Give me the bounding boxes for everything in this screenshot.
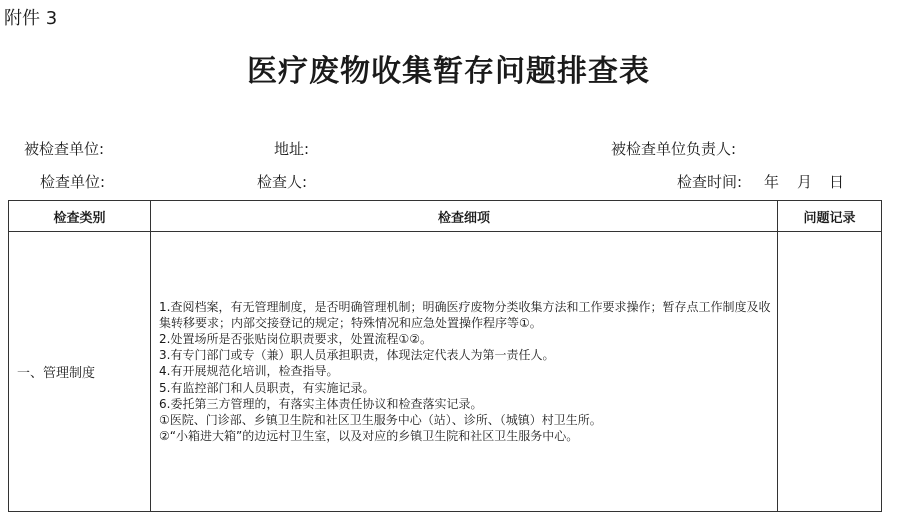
detail-line-2: 2.处置场所是否张贴岗位职责要求，处置流程①②。 (159, 331, 432, 346)
inspector-label: 检查人: (257, 173, 308, 191)
detail-note-1: ①医院、门诊部、乡镇卫生院和社区卫生服务中心（站）、诊所、（城镇）村卫生所。 (159, 413, 602, 427)
inspection-table (8, 200, 882, 512)
detail-line-1: 1.查阅档案，有无管理制度，是否明确管理机制；明确医疗废物分类收集方法和工作要求操作；暂存点工作制度及收集转移要求；内部交接登记的规定；特殊情况和应急处置操作程序等①。 (159, 299, 771, 330)
attachment-label: 附件 3 (4, 8, 58, 29)
day-label: 日 (829, 173, 845, 191)
detail-line-5: 5.有监控部门和人员职责，有实施记录。 (159, 380, 375, 395)
inspected-unit-head-label: 被检查单位负责人: (611, 140, 737, 158)
detail-note-2: ②“小箱进大箱”的边远村卫生室，以及对应的乡镇卫生院和社区卫生服务中心。 (159, 429, 579, 444)
detail-line-6: 6.委托第三方管理的，有落实主体责任协议和检查落实记录。 (159, 396, 483, 411)
detail-cell (151, 232, 778, 512)
address-label: 地址: (274, 140, 310, 158)
category-cell: 一、管理制度 (9, 232, 151, 512)
header-record: 问题记录 (778, 201, 882, 232)
document-title: 医疗废物收集暂存问题排查表 (247, 54, 650, 89)
record-cell[interactable] (778, 232, 882, 512)
year-label: 年 (764, 173, 780, 191)
inspected-unit-label: 被检查单位: (24, 140, 105, 158)
inspecting-unit-label: 检查单位: (40, 173, 106, 191)
detail-line-3: 3.有专门部门或专（兼）职人员承担职责，体现法定代表人为第一责任人。 (159, 348, 555, 363)
header-detail: 检查细项 (151, 201, 778, 232)
month-label: 月 (797, 173, 813, 191)
inspection-time-label: 检查时间: (677, 173, 743, 191)
table-row (9, 232, 882, 512)
table-header-row (9, 201, 882, 232)
detail-line-4: 4.有开展规范化培训，检查指导。 (159, 364, 339, 379)
header-category: 检查类别 (9, 201, 151, 232)
